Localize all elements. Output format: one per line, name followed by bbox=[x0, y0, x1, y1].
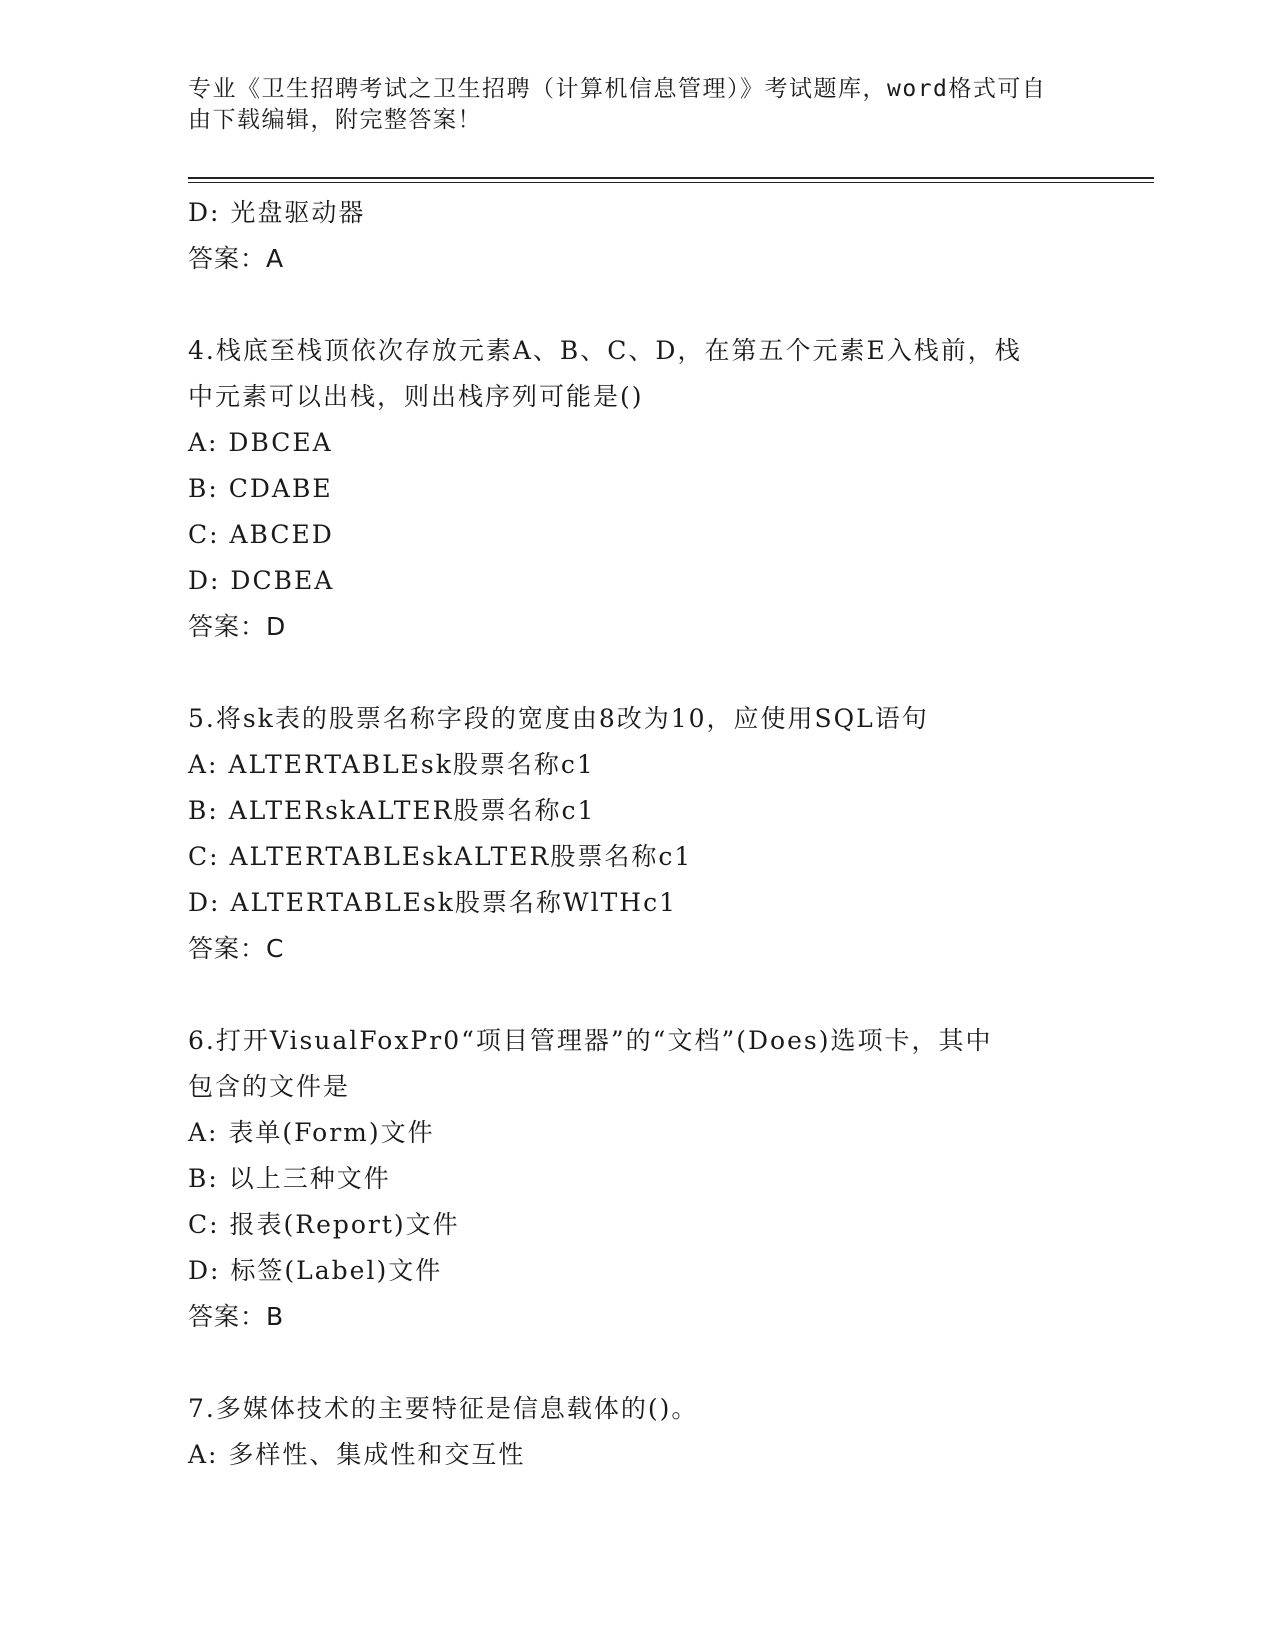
option-a: A: DBCEA bbox=[188, 428, 333, 457]
option-c: C: 报表(Report)文件 bbox=[188, 1210, 460, 1239]
option-a: A: 多样性、集成性和交互性 bbox=[188, 1440, 526, 1469]
question-7 bbox=[188, 1386, 1068, 1478]
answer-label: 答案：A bbox=[188, 244, 285, 273]
question-4 bbox=[188, 328, 1068, 650]
spacer bbox=[188, 650, 1068, 696]
question-stem: 5.将sk表的股票名称字段的宽度由8改为10，应使用SQL语句 bbox=[188, 704, 929, 733]
option-a: A: 表单(Form)文件 bbox=[188, 1118, 435, 1147]
question-stem: 7.多媒体技术的主要特征是信息载体的()。 bbox=[188, 1394, 699, 1423]
option-b: B: ALTERskALTER股票名称c1 bbox=[188, 796, 596, 825]
question-6 bbox=[188, 1018, 1068, 1340]
spacer bbox=[188, 1340, 1068, 1386]
answer-label: 答案：C bbox=[188, 934, 285, 963]
option-b: B: CDABE bbox=[188, 474, 333, 503]
option-c: C: ALTERTABLEskALTER股票名称c1 bbox=[188, 842, 693, 871]
question-stem: 4.栈底至栈顶依次存放元素A、B、C、D，在第五个元素E入栈前，栈 bbox=[188, 336, 1022, 365]
option-b: B: 以上三种文件 bbox=[188, 1164, 391, 1193]
question-stem: 6.打开VisualFoxPr0“项目管理器”的“文档”(Does)选项卡，其中 bbox=[188, 1026, 993, 1055]
header-line-2: 由下载编辑，附完整答案！ bbox=[188, 107, 482, 133]
question-list bbox=[188, 190, 1068, 1478]
answer-label: 答案：D bbox=[188, 612, 287, 641]
option-d: D: ALTERTABLEsk股票名称WlTHc1 bbox=[188, 888, 677, 917]
header-divider-thin bbox=[188, 182, 1154, 183]
question-stem-continued: 包含的文件是 bbox=[188, 1072, 351, 1101]
spacer bbox=[188, 972, 1068, 1018]
option-c: C: ABCED bbox=[188, 520, 334, 549]
header-line-1: 专业《卫生招聘考试之卫生招聘（计算机信息管理）》考试题库，word格式可自 bbox=[188, 76, 1047, 102]
question-3-tail bbox=[188, 190, 1068, 282]
option-d: D: 光盘驱动器 bbox=[188, 198, 366, 227]
question-5 bbox=[188, 696, 1068, 972]
option-d: D: 标签(Label)文件 bbox=[188, 1256, 443, 1285]
option-d: D: DCBEA bbox=[188, 566, 335, 595]
answer-label: 答案：B bbox=[188, 1302, 285, 1331]
question-stem-continued: 中元素可以出栈，则出栈序列可能是() bbox=[188, 382, 644, 411]
option-a: A: ALTERTABLEsk股票名称c1 bbox=[188, 750, 595, 779]
spacer bbox=[188, 282, 1068, 328]
header-divider-thick bbox=[188, 177, 1154, 179]
document-header bbox=[188, 74, 1068, 136]
